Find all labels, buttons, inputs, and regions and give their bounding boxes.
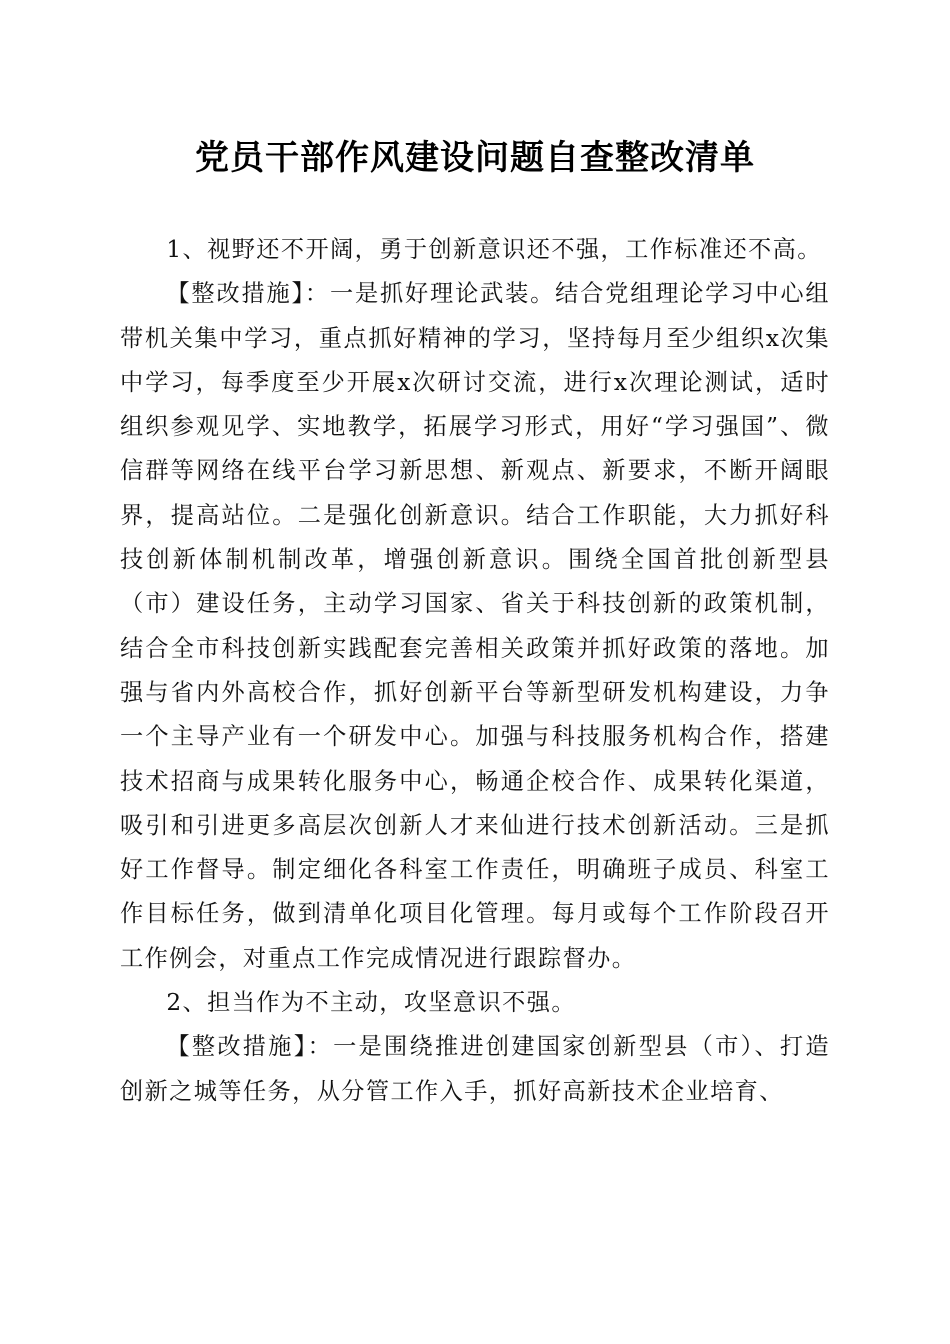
paragraph-issue-2: 2、担当作为不主动，攻坚意识不强。 bbox=[166, 989, 576, 1017]
document-title: 党员干部作风建设问题自查整改清单 bbox=[195, 138, 755, 178]
paragraph-measures-2: 【整改措施】：一是围绕推进创建国家创新型县（市）、打造创新之城等任务，从分管工作入手，抓好高新技术企业培育、 bbox=[120, 1033, 830, 1105]
paragraph-measures-1: 【整改措施】：一是抓好理论武装。结合党组理论学习中心组带机关集中学习，重点抓好精神的学习，坚持每月至少组织x次集中学习，每季度至少开展x次研讨交流，进行x次理论测试，适时组织参观见学、实地教学，拓展学习形式，用好“学习强国”、微信群等网络在线平台学习新思想、新观点、新要求，不断开阔眼界，提高站位。二是强化创新意识。结合工作职能，大力抓好科技创新体制机制改革，增强创新意识。围绕全国首批创新型县（市）建设任务，主动学习国家、省关于科技创新的政策机制，结合全市科技创新实践配套完善相关政策并抓好政策的落地。加强与省内外高校合作，抓好创新平台等新型研发机构建设，力争一个主导产业有一个研发中心。加强与科技服务机构合作，搭建技术招商与成果转化服务中心，畅通企校合作、成果转化渠道，吸引和引进更多高层次创新人才来仙进行技术创新活动。三是抓好工作督导。制定细化各科室工作责任，明确班子成员、科室工作目标任务，做到清单化项目化管理。每月或每个工作阶段召开工作例会，对重点工作完成情况进行跟踪督办。 bbox=[120, 280, 830, 972]
paragraph-issue-1: 1、视野还不开阔，勇于创新意识还不强，工作标准还不高。 bbox=[166, 236, 822, 263]
document-body bbox=[120, 228, 830, 1114]
